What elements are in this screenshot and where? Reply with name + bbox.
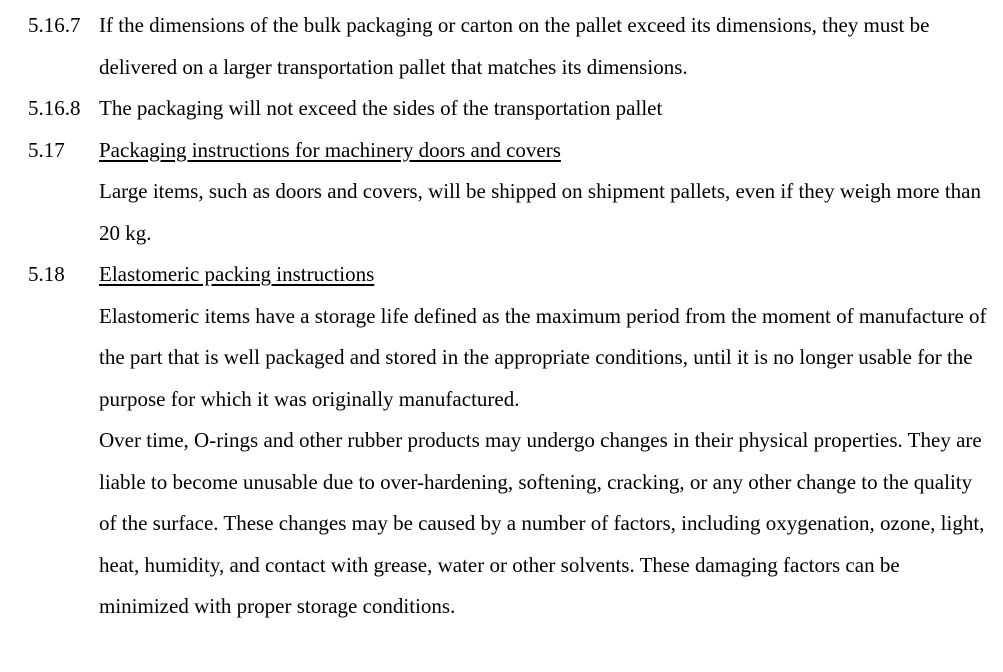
section-5-17-body [0, 171, 1003, 254]
paragraph: Elastomeric items have a storage life defined as the maximum period from the moment of manufacture of the part that is well packaged and stored in the appropriate conditions, until it is no longer usable for the purpose for which it was originally manufactured. [99, 303, 987, 411]
paragraph: Over time, O-rings and other rubber products may undergo changes in their physical properties. They are liable to become unusable due to over-hardening, softening, cracking, or any other change to the quality of the surface. These changes may be caused by a number of factors, including oxygenation, ozone, light, heat, humidity, and contact with grease, water or other solvents. These damaging factors can be minimized with proper storage conditions. [99, 428, 985, 618]
section-heading: Packaging instructions for machinery doors and covers [99, 137, 561, 162]
section-5-17-heading-row [0, 130, 1003, 172]
clause-5-16-7 [0, 5, 1003, 88]
paragraph: Large items, such as doors and covers, will be shipped on shipment pallets, even if they weigh more than 20 kg. [99, 179, 981, 245]
clause-text: The packaging will not exceed the sides of the transportation pallet [99, 96, 663, 120]
section-heading: Elastomeric packing instructions [99, 262, 375, 286]
section-5-18-body-2 [0, 420, 1003, 628]
section-number: 5.18 [28, 262, 65, 286]
section-number: 5.17 [28, 137, 65, 162]
section-5-18-heading-row [0, 254, 1003, 296]
clause-text: If the dimensions of the bulk packaging or carton on the pallet exceed its dimensions, they must be delivered on a larger transportation pallet that matches its dimensions. [99, 13, 930, 79]
section-5-18-body-1 [0, 296, 1003, 421]
clause-number: 5.16.7 [28, 13, 81, 37]
clause-5-16-8 [0, 88, 1003, 130]
clause-number: 5.16.8 [28, 96, 81, 120]
